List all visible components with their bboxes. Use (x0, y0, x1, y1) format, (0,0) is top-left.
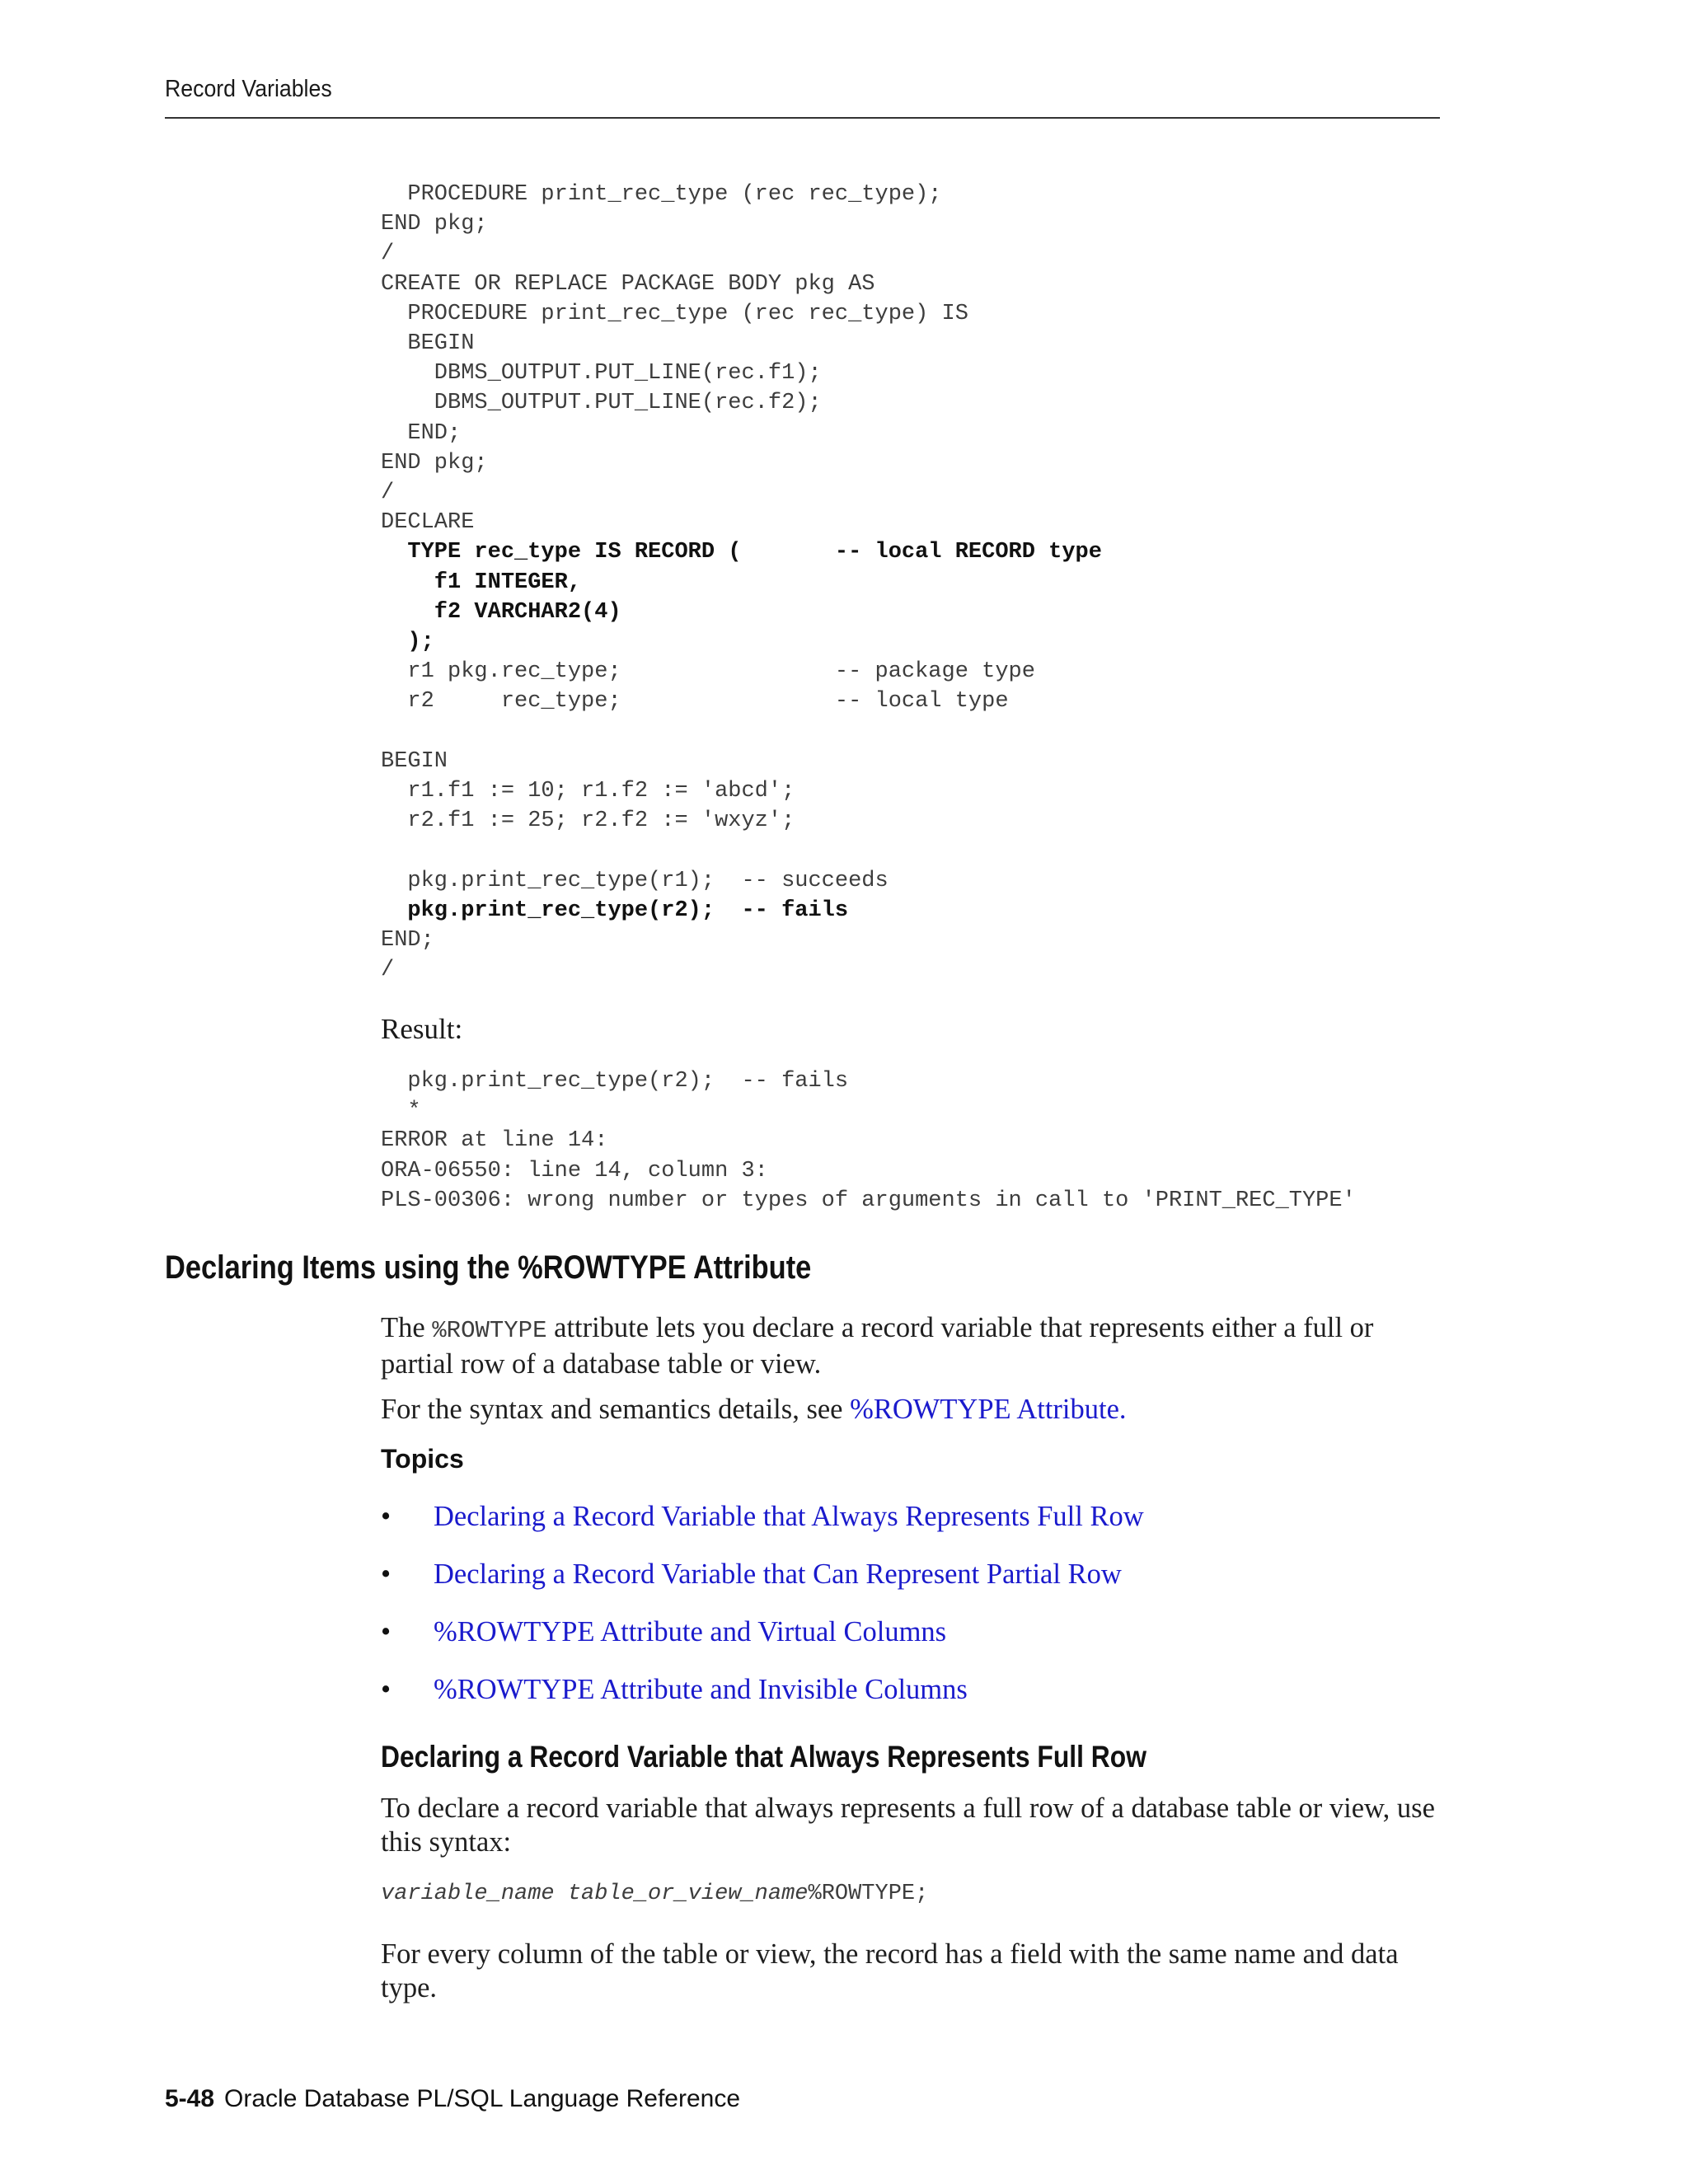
topics-list (381, 1500, 1144, 1731)
code-line: DBMS_OUTPUT.PUT_LINE(rec.f2); (381, 391, 822, 416)
code-line-bold: TYPE rec_type IS RECORD ( -- local RECORD type (381, 540, 1102, 565)
header-rule (165, 117, 1440, 119)
code-line: END; (381, 420, 462, 446)
topics-label: Topics (381, 1444, 464, 1474)
code-line: PROCEDURE print_rec_type (rec rec_type) IS (381, 301, 968, 326)
section-heading: Declaring Items using the %ROWTYPE Attribute (165, 1249, 812, 1286)
topic-link-full-row[interactable]: Declaring a Record Variable that Always Represents Full Row (434, 1501, 1144, 1532)
code-line: pkg.print_rec_type(r2); -- fails (381, 1069, 849, 1094)
code-block-result (381, 1066, 1356, 1216)
code-line-bold: ); (381, 630, 434, 655)
code-line: ERROR at line 14: (381, 1128, 608, 1154)
syntax-ref-text: For the syntax and semantics details, see (381, 1394, 851, 1425)
inline-code: %ROWTYPE (432, 1317, 547, 1344)
code-line: CREATE OR REPLACE PACKAGE BODY pkg AS (381, 271, 875, 297)
code-line: / (381, 480, 395, 506)
code-line: / (381, 958, 395, 983)
code-line: DBMS_OUTPUT.PUT_LINE(rec.f1); (381, 361, 822, 387)
code-line: BEGIN (381, 331, 475, 357)
code-line: r1 pkg.rec_type; -- package type (381, 659, 1035, 685)
rowtype-attribute-link[interactable]: %ROWTYPE Attribute. (850, 1394, 1127, 1425)
code-line: END pkg; (381, 450, 488, 476)
bullet: • (381, 1616, 392, 1647)
code-line-bold: f1 INTEGER, (381, 569, 582, 595)
book-title: Oracle Database PL/SQL Language Reference (224, 2085, 741, 2112)
code-line: / (381, 241, 395, 267)
page-number: 5-48 (165, 2085, 215, 2112)
syntax-variable: variable_name (381, 1882, 555, 1906)
topic-link-partial-row[interactable]: Declaring a Record Variable that Can Represent Partial Row (434, 1558, 1122, 1590)
code-line: * (381, 1099, 421, 1124)
list-item (381, 1558, 1144, 1615)
intro-text: The (381, 1312, 433, 1343)
running-header: Record Variables (165, 76, 332, 102)
bullet: • (381, 1501, 392, 1532)
code-block-package (381, 180, 1102, 985)
full-row-paragraph: To declare a record variable that always represents a full row of a database table or view, use this syntax: (381, 1793, 1435, 1858)
code-line: END pkg; (381, 212, 488, 237)
syntax-ref-paragraph (381, 1393, 1440, 1427)
topic-link-virtual-columns[interactable]: %ROWTYPE Attribute and Virtual Columns (434, 1616, 947, 1647)
page-footer (165, 2085, 740, 2113)
code-line: PROCEDURE print_rec_type (rec rec_type); (381, 182, 942, 207)
intro-text: attribute lets you declare a record variable that represents either a full or partial row of a database table or view. (381, 1312, 1374, 1380)
code-line: DECLARE (381, 510, 475, 536)
code-line: r1.f1 := 10; r1.f2 := 'abcd'; (381, 779, 795, 804)
syntax-separator (555, 1882, 568, 1906)
code-line: r2 rec_type; -- local type (381, 689, 1009, 715)
list-item (381, 1673, 1144, 1731)
syntax-table: table_or_view_name (567, 1882, 809, 1906)
code-line-bold: f2 VARCHAR2(4) (381, 599, 621, 625)
bullet: • (381, 1674, 392, 1705)
result-label: Result: (381, 1013, 463, 1045)
syntax-code (381, 1879, 928, 1909)
subsection-heading: Declaring a Record Variable that Always Represents Full Row (381, 1740, 1146, 1774)
code-line: pkg.print_rec_type(r1); -- succeeds (381, 868, 889, 893)
field-description-paragraph: For every column of the table or view, the record has a field with the same name and data type. (381, 1938, 1399, 2004)
syntax-attribute: %ROWTYPE; (808, 1882, 929, 1906)
list-item (381, 1500, 1144, 1558)
code-line: r2.f1 := 25; r2.f2 := 'wxyz'; (381, 808, 795, 834)
code-line: END; (381, 928, 434, 954)
code-line: PLS-00306: wrong number or types of arguments in call to 'PRINT_REC_TYPE' (381, 1188, 1356, 1213)
code-line: ORA-06550: line 14, column 3: (381, 1158, 768, 1183)
list-item (381, 1615, 1144, 1673)
code-line: BEGIN (381, 748, 448, 774)
intro-paragraph (381, 1311, 1440, 1381)
code-line-bold: pkg.print_rec_type(r2); -- fails (381, 898, 849, 923)
bullet: • (381, 1558, 392, 1590)
topic-link-invisible-columns[interactable]: %ROWTYPE Attribute and Invisible Columns (434, 1674, 968, 1705)
